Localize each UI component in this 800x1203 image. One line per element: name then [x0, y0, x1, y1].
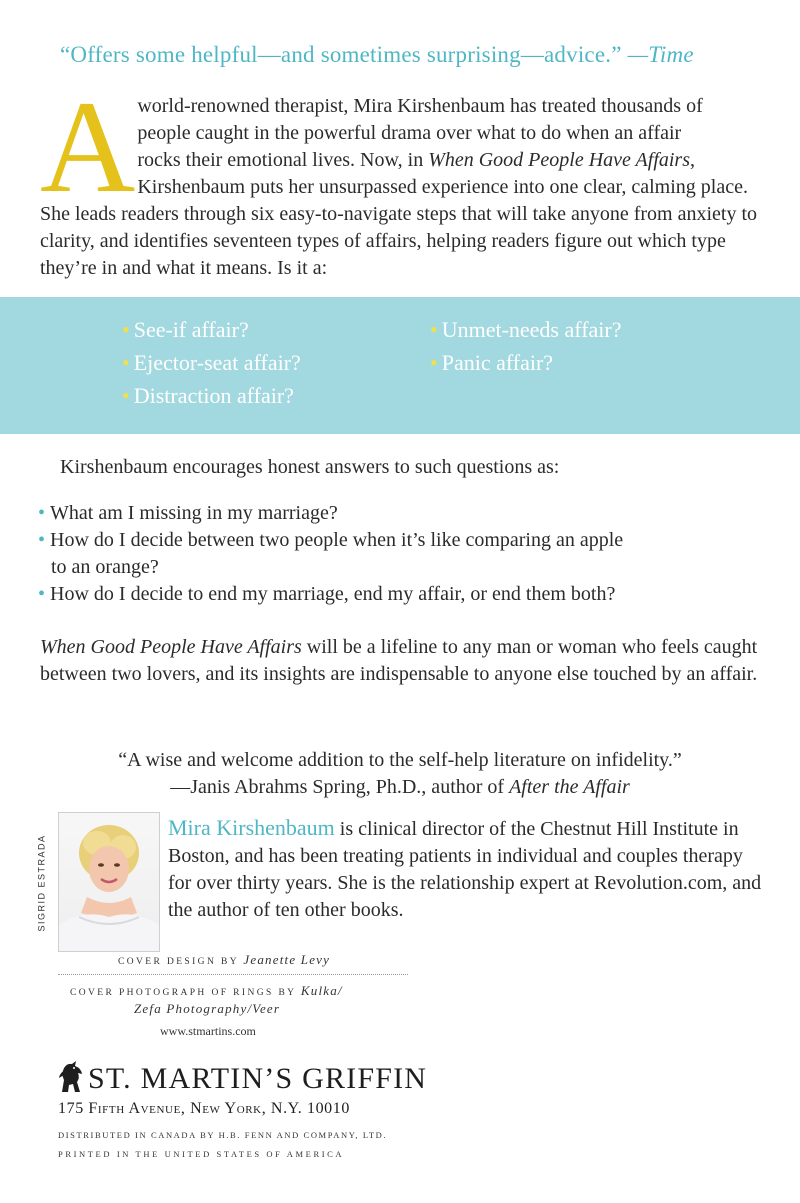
list-item: [38, 527, 778, 554]
affair-type-label: Unmet-needs affair?: [441, 317, 622, 342]
design-label: COVER DESIGN BY: [118, 957, 244, 967]
designer-name: Jeanette Levy: [243, 952, 331, 967]
photo-credit-text: SIGRID ESTRADA: [36, 834, 47, 932]
attribution-text: —Janis Abrahms Spring, Ph.D., author of: [170, 776, 510, 798]
cover-photo-credit-cont: [134, 1001, 280, 1017]
intro-line-2: people caught in the powerful drama over what to do when an affair: [137, 122, 682, 144]
list-item: [38, 581, 778, 608]
author-portrait-illustration: [59, 813, 159, 951]
endorsement-quote: “A wise and welcome addition to the self-help literature on infidelity.”: [118, 749, 682, 771]
affair-type-item: [430, 317, 621, 343]
intro-rest: Kirshenbaum puts her unsurpassed experience into one clear, calming place. She leads readers through six easy-to-navigate steps that will take anyone from anxiety to clarity, and identifies seventeen types of affairs, helping readers figure out which type they’re in and what it means. Is it a:: [40, 176, 758, 279]
publisher-name: ST. MARTIN’S GRIFFIN: [88, 1062, 428, 1095]
author-bio-text: is clinical director of the Chestnut Hill Institute in Boston, and has been treating patients in individual and couples therapy for over thirty years. She is the relationship expert at Revolution.com, and the author of ten other books.: [168, 818, 762, 921]
questions-intro: Kirshenbaum encourages honest answers to such questions as:: [60, 456, 560, 478]
bullet-icon: •: [122, 317, 130, 342]
griffin-logo-icon: [58, 1060, 86, 1094]
question-3: How do I decide to end my marriage, end my affair, or end them both?: [50, 583, 616, 605]
question-1: What am I missing in my marriage?: [50, 502, 338, 524]
attribution-book: After the Affair: [509, 776, 630, 798]
question-2-line-1: How do I decide between two people when it’s like comparing an apple: [50, 529, 624, 551]
list-item: [38, 500, 778, 527]
top-review-quote: [60, 42, 760, 68]
intro-paragraph: [40, 73, 765, 282]
printed-note: PRINTED IN THE UNITED STATES OF AMERICA: [58, 1149, 345, 1159]
bullet-icon: •: [430, 350, 438, 375]
affair-type-item: [430, 350, 553, 376]
bullet-icon: •: [122, 383, 130, 408]
affair-type-label: See-if affair?: [133, 317, 249, 342]
question-2-line-2: to an orange?: [51, 556, 159, 578]
divider: [58, 974, 408, 975]
bullet-icon: •: [430, 317, 438, 342]
top-quote-source: —Time: [627, 42, 694, 67]
affair-types-band: [0, 297, 800, 434]
affair-type-label: Ejector-seat affair?: [133, 350, 301, 375]
affair-type-label: Distraction affair?: [133, 383, 294, 408]
affair-type-label: Panic affair?: [441, 350, 554, 375]
photo-credit: [28, 818, 54, 948]
affair-type-item: [122, 350, 301, 376]
distribution-note: DISTRIBUTED IN CANADA BY H.B. FENN AND COMPANY, LTD.: [58, 1130, 388, 1140]
questions-list: [38, 500, 778, 608]
top-quote-text: “Offers some helpful—and sometimes surprising—advice.”: [60, 42, 622, 67]
intro-line-3-end: ,: [690, 149, 695, 171]
cover-photo-credit: [70, 983, 343, 999]
bullet-icon: •: [122, 350, 130, 375]
photo-credit-label: COVER PHOTOGRAPH OF RINGS BY: [70, 988, 301, 998]
author-bio: [168, 814, 768, 924]
bullet-icon: •: [38, 502, 46, 524]
closing-text: will be a lifeline to any man or woman who feels caught between two lovers, and its insights are indispensable to anyone else touched by an affair.: [40, 636, 758, 685]
affair-type-item: [122, 383, 294, 409]
publisher-row: [58, 1058, 427, 1094]
affair-type-item: [122, 317, 249, 343]
publisher-address: 175 Fifth Avenue, New York, N.Y. 10010: [58, 1100, 350, 1117]
intro-line-3: rocks their emotional lives. Now, in: [137, 149, 429, 171]
drop-cap: A: [40, 73, 136, 220]
intro-book-title: When Good People Have Affairs: [428, 149, 690, 171]
closing-book-title: When Good People Have Affairs: [40, 636, 302, 658]
bullet-icon: •: [38, 583, 46, 605]
bullet-icon: •: [38, 529, 46, 551]
publisher-url[interactable]: www.stmartins.com: [160, 1024, 256, 1038]
author-name: Mira Kirshenbaum: [168, 815, 335, 840]
intro-line-1: world-renowned therapist, Mira Kirshenbaum has treated thousands of: [137, 95, 703, 117]
endorsement-attribution: [0, 774, 800, 801]
photographer-name-2: Zefa Photography/Veer: [134, 1001, 281, 1016]
photographer-name-1: Kulka/: [300, 983, 343, 998]
closing-paragraph: [40, 634, 770, 688]
cover-design-credit: [118, 952, 330, 968]
author-photo: [58, 812, 160, 952]
